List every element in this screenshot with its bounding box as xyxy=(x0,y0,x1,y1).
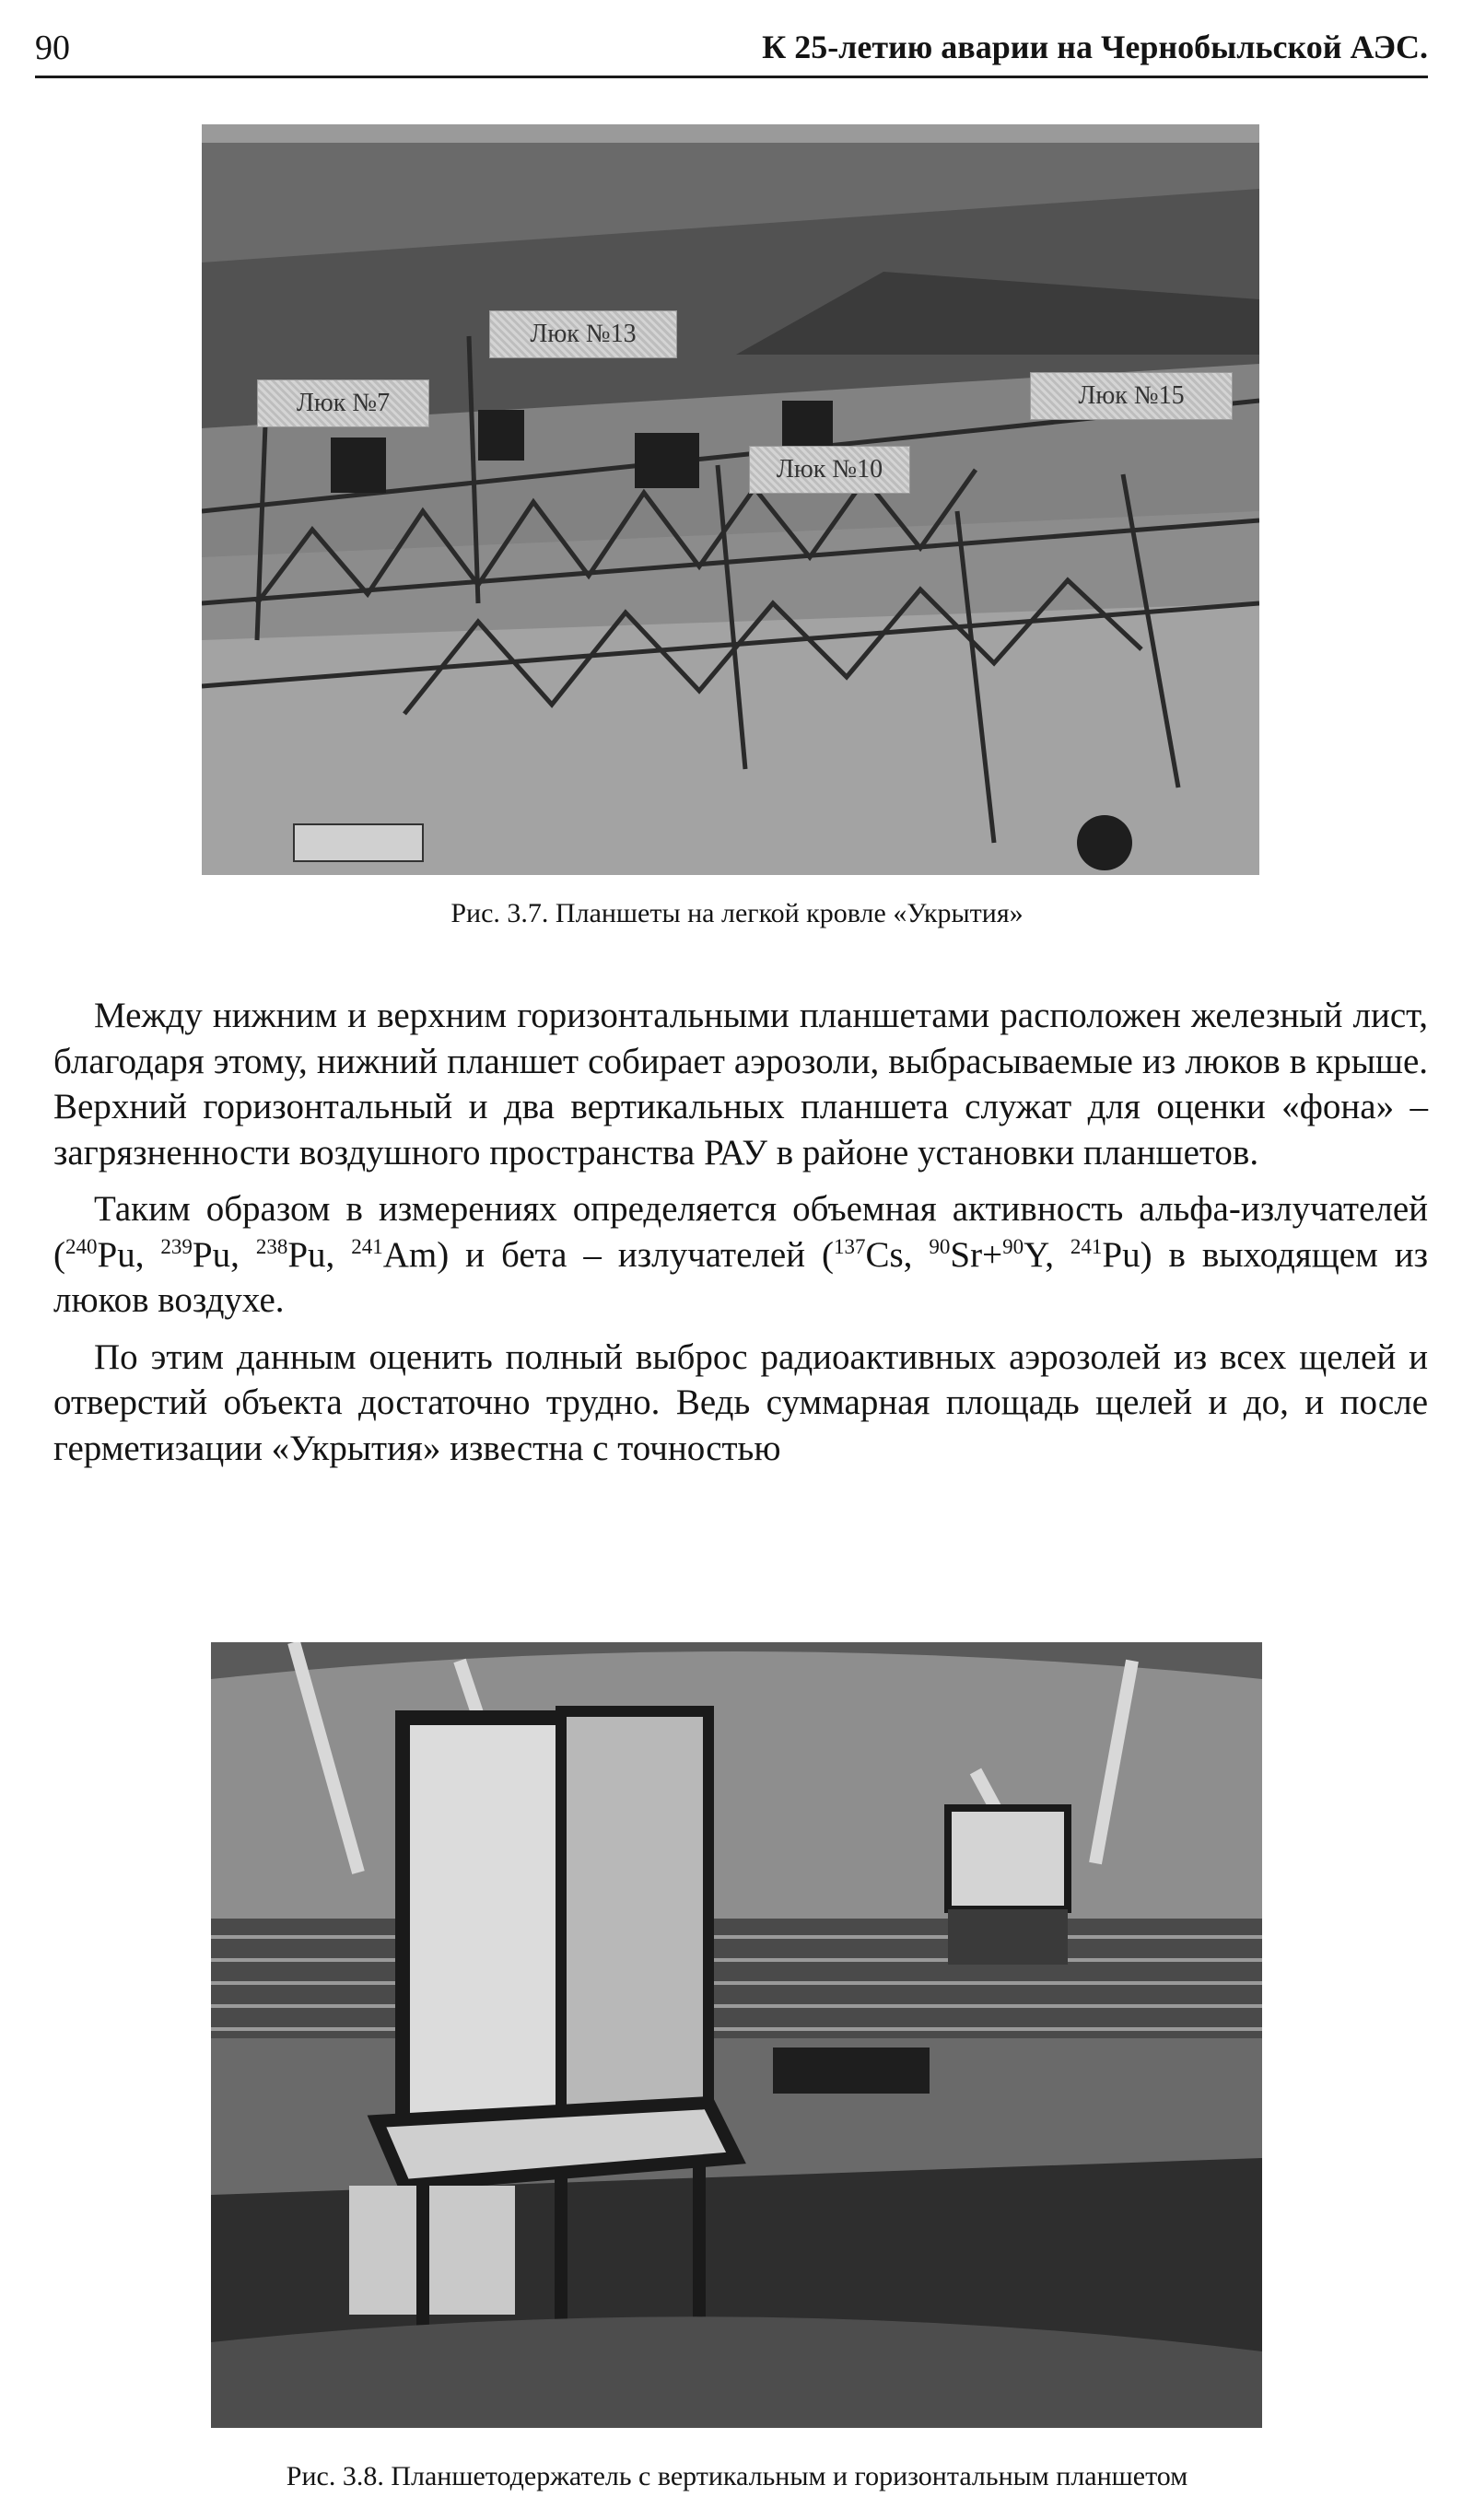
hatch-label-7: Люк №7 xyxy=(257,379,429,427)
paragraph-2: Таким образом в измерениях определяется объемная активность альфа-излучателей ($^{240}$Pu, $^{239}$Pu, $^{238}$Pu, $^{241}$Am) и бета – излучателей ($^{137}$Cs, $^{90}$Sr+$^{90}$Y, $^{241}$Pu) в выходящем из люков воздухе. xyxy=(53,1189,1428,1320)
hatch-label-13: Люк №13 xyxy=(489,310,677,358)
running-title: К 25-летию аварии на Чернобыльской АЭС. xyxy=(762,29,1428,65)
paragraph-3: По этим данным оценить полный выброс радиоактивных аэрозолей из всех щелей и отверстий объекта достаточно трудно. Ведь суммарная площадь щелей и до, и после герметизации «Укрытия» известна с точностью xyxy=(53,1336,1428,1468)
figure-holder-photo xyxy=(211,1642,1262,2428)
hatch-label-10: Люк №10 xyxy=(749,446,910,494)
page-number: 90 xyxy=(35,29,70,67)
body-text xyxy=(53,993,1428,1482)
hatch-label-15: Люк №15 xyxy=(1030,372,1233,420)
figure-caption-3-7: Рис. 3.7. Планшеты на легкой кровле «Укрытия» xyxy=(450,898,1024,928)
holder-photo-illustration xyxy=(211,1642,1262,2428)
figure-roof-photo xyxy=(202,124,1259,875)
page-header xyxy=(35,22,1428,78)
figure-caption-3-8: Рис. 3.8. Планшетодержатель с вертикальным и горизонтальным планшетом xyxy=(286,2461,1188,2491)
roof-photo-illustration xyxy=(202,124,1259,875)
paragraph-1: Между нижним и верхним горизонтальными планшетами расположен железный лист, благодаря этому, нижний планшет собирает аэрозоли, выбрасываемые из люков в крыше. Верхний горизонтальный и два вертикальных планшета служат для оценки «фона» – загрязненности воздушного пространства РАУ в районе установки планшетов. xyxy=(53,996,1428,1172)
